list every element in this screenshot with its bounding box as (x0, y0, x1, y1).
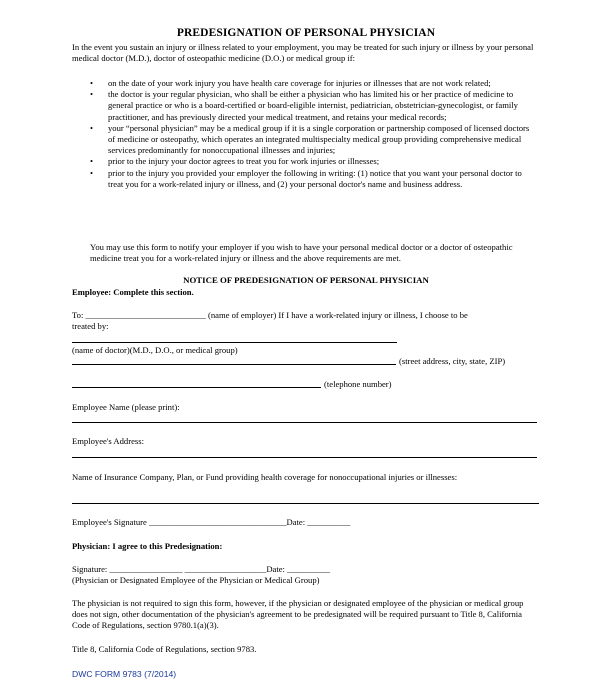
condition-item: • the doctor is your regular physician, who shall be either a physician who has limited his or her practice of medicine to general practice or who is a board-certified or board-eligible internist, pediatrician, obstetrician-gynecologist, or family practitioner, and has previously directed your medical treatment, and retains your medical records; (72, 89, 532, 123)
employee-address-label: Employee's Address: (72, 436, 144, 446)
physician-signer-note: (Physician or Designated Employee of the Physician or Medical Group) (72, 575, 320, 585)
doctor-phone-field[interactable] (72, 387, 321, 388)
regulation-citation: Title 8, California Code of Regulations, section 9783. (72, 644, 257, 654)
doctor-address-field[interactable] (72, 364, 396, 365)
to-prefix: To: (72, 310, 84, 320)
employer-line-text: (name of employer) If I have a work-related injury or illness, I choose to be (207, 310, 468, 320)
employee-signature-field[interactable]: ________________________________ (148, 517, 287, 527)
form-id: DWC FORM 9783 (7/2014) (72, 669, 177, 679)
physician-date-label: Date: (266, 564, 285, 574)
employee-address-field[interactable] (72, 457, 537, 458)
employee-name-field[interactable] (72, 422, 537, 423)
employer-line (72, 310, 468, 321)
form-title: PREDESIGNATION OF PERSONAL PHYSICIAN (176, 27, 436, 39)
insurance-field[interactable] (72, 503, 539, 504)
employee-date-field[interactable]: __________ (307, 517, 351, 527)
physician-note: The physician is not required to sign this form, however, if the physician or designated employee of the physician or medical group does not sign, other documentation of the physician's agreement to be predesignated will be required pursuant to Title 8, California Code of Regulations, section 9780.1(a)(3). (72, 598, 524, 631)
doctor-address-label: (street address, city, state, ZIP) (399, 356, 506, 366)
insurance-label: Name of Insurance Company, Plan, or Fund providing health coverage for nonoccupational injuries or illnesses: (72, 472, 458, 482)
employee-signature-label: Employee's Signature (72, 517, 147, 527)
employee-name-label: Employee Name (please print): (72, 402, 180, 412)
doctor-phone-label: (telephone number) (324, 379, 392, 389)
physician-signature-field[interactable]: _________________ ___________________ (109, 564, 267, 574)
conditions-list (72, 78, 532, 190)
condition-item: • prior to the injury you provided your employer the following in writing: (1) notice that you want your personal doctor to treat you for a work-related injury or illness, and (2) your personal doctor's name and business address. (72, 168, 532, 190)
condition-item: • your “personal physician” may be a medical group if it is a single corporation or partnership composed of licensed doctors of medicine or osteopathy, which operates an integrated multispecialty medical group providing comprehensive medical services predominantly for nonoccupational illnesses and injuries; (72, 123, 532, 157)
condition-item: • on the date of your work injury you have health care coverage for injuries or illnesses that are not work related; (72, 78, 532, 89)
notice-title: NOTICE OF PREDESIGNATION OF PERSONAL PHYSICIAN (183, 275, 429, 285)
employee-signature-line (72, 517, 350, 528)
physician-signature-label: Signature: (72, 564, 108, 574)
condition-item: • prior to the injury your doctor agrees to treat you for work injuries or illnesses; (72, 156, 532, 167)
employee-section-heading: Employee: Complete this section. (72, 287, 194, 297)
physician-signature-line (72, 564, 330, 575)
physician-section-heading: Physician: I agree to this Predesignation: (72, 541, 223, 551)
use-note: You may use this form to notify your employer if you wish to have your personal medical doctor or a doctor of osteopathic medicine treat you for a work-related injury or illness and the above requirements are met. (90, 242, 513, 264)
employer-name-field[interactable]: ____________________________ (85, 310, 206, 320)
employer-line-continued: treated by: (72, 321, 109, 331)
doctor-name-field[interactable] (72, 342, 397, 343)
intro-paragraph: In the event you sustain an injury or illness related to your employment, you may be treated for such injury or illness by your personal medical doctor (M.D.), doctor of osteopathic medicine (D.O.) or medical group if: (72, 42, 534, 64)
employee-date-label: Date: (286, 517, 306, 527)
doctor-name-label: (name of doctor)(M.D., D.O., or medical group) (72, 345, 238, 355)
physician-date-field[interactable]: __________ (287, 564, 331, 574)
